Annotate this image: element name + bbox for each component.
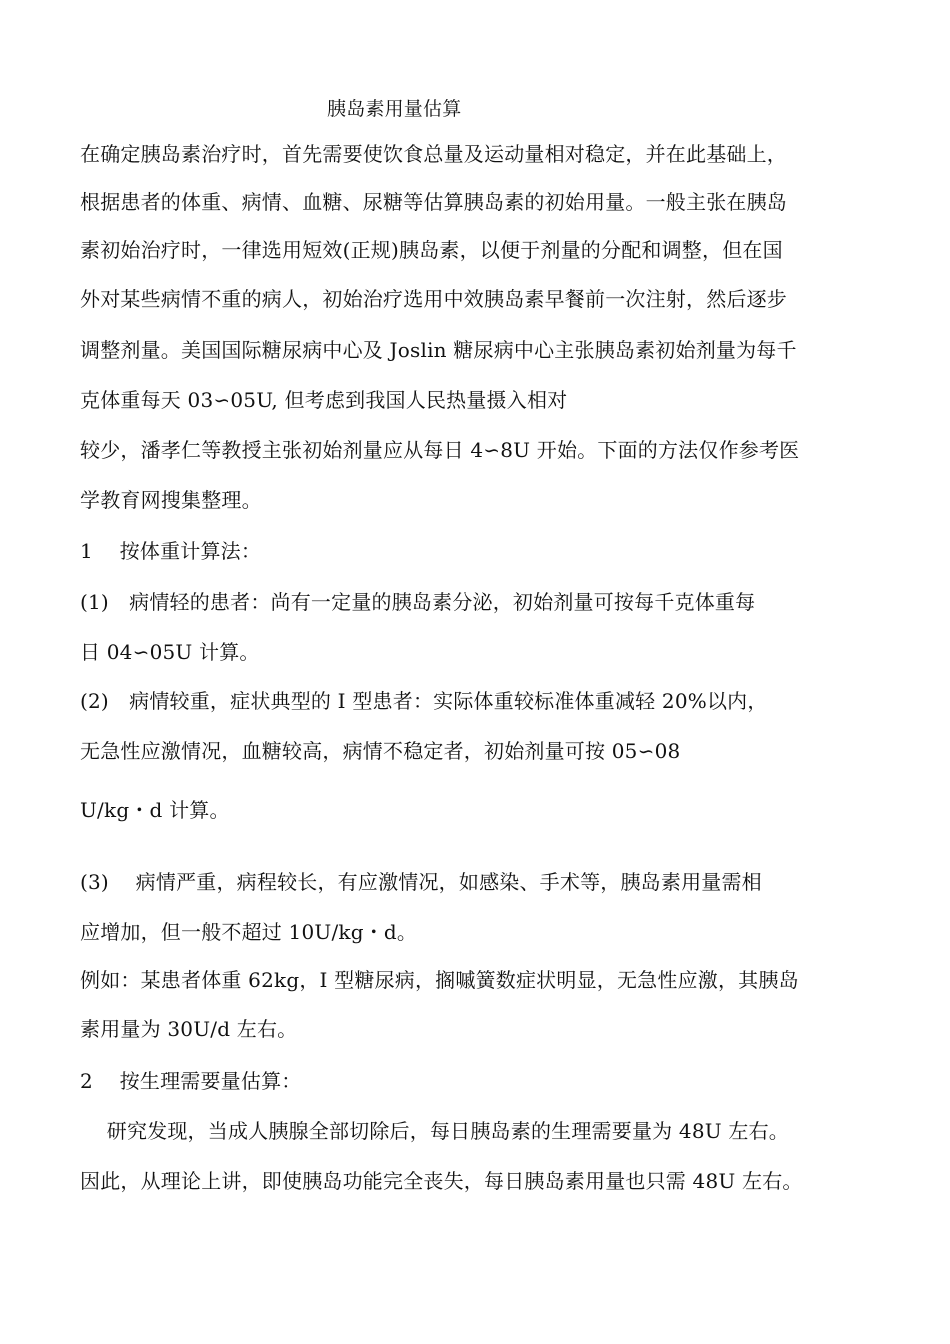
section-heading: 2 按生理需要量估算： bbox=[80, 1069, 302, 1093]
paragraph-line: 较少，潘孝仁等教授主张初始剂量应从每日 4∽8U 开始。下面的方法仅作参考医 bbox=[80, 438, 800, 462]
paragraph-line: 研究发现，当成人胰腺全部切除后，每日胰岛素的生理需要量为 48U 左右。 bbox=[80, 1119, 789, 1143]
paragraph-line: 例如：某患者体重 62kg，I 型糖尿病，搁嘁簧数症状明显，无急性应激，其胰岛 bbox=[80, 968, 799, 992]
paragraph-line: 克体重每天 03∽05U, 但考虑到我国人民热量摄入相对 bbox=[80, 388, 568, 412]
paragraph-line: 素用量为 30U/d 左右。 bbox=[80, 1017, 298, 1041]
paragraph-line: 素初始治疗时，一律选用短效(正规)胰岛素，以便于剂量的分配和调整，但在国 bbox=[80, 238, 783, 262]
list-item-continuation: 应增加，但一般不超过 10U/kg・d。 bbox=[80, 920, 418, 944]
list-item: (2) 病情较重，症状典型的 I 型患者：实际体重较标准体重减轻 20%以内， bbox=[80, 689, 768, 713]
paragraph-line: 根据患者的体重、病情、血糖、尿糖等估算胰岛素的初始用量。一般主张在胰岛 bbox=[80, 190, 787, 214]
paragraph-line: 学教育网搜集整理。 bbox=[80, 488, 262, 512]
section-heading: 1 按体重计算法： bbox=[80, 539, 262, 563]
list-item: (1) 病情轻的患者：尚有一定量的胰岛素分泌，初始剂量可按每千克体重每 bbox=[80, 590, 756, 614]
paragraph-line: 因此，从理论上讲，即使胰岛功能完全丧失，每日胰岛素用量也只需 48U 左右。 bbox=[80, 1169, 803, 1193]
list-item-continuation: 无急性应激情况，血糖较高，病情不稳定者，初始剂量可按 05∽08 bbox=[80, 739, 681, 763]
list-item-continuation: U/kg・d 计算。 bbox=[80, 798, 230, 822]
paragraph-line: 调整剂量。美国国际糖尿病中心及 Joslin 糖尿病中心主张胰岛素初始剂量为每千 bbox=[80, 338, 797, 362]
document-title: 胰岛素用量估算 bbox=[327, 98, 462, 120]
paragraph-line: 外对某些病情不重的病人，初始治疗选用中效胰岛素早餐前一次注射，然后逐步 bbox=[80, 287, 787, 311]
list-item-continuation: 日 04∽05U 计算。 bbox=[80, 640, 260, 664]
list-item: (3) 病情严重，病程较长，有应激情况，如感染、手术等，胰岛素用量需相 bbox=[80, 870, 762, 894]
paragraph-line: 在确定胰岛素治疗时，首先需要使饮食总量及运动量相对稳定，并在此基础上， bbox=[80, 142, 787, 166]
